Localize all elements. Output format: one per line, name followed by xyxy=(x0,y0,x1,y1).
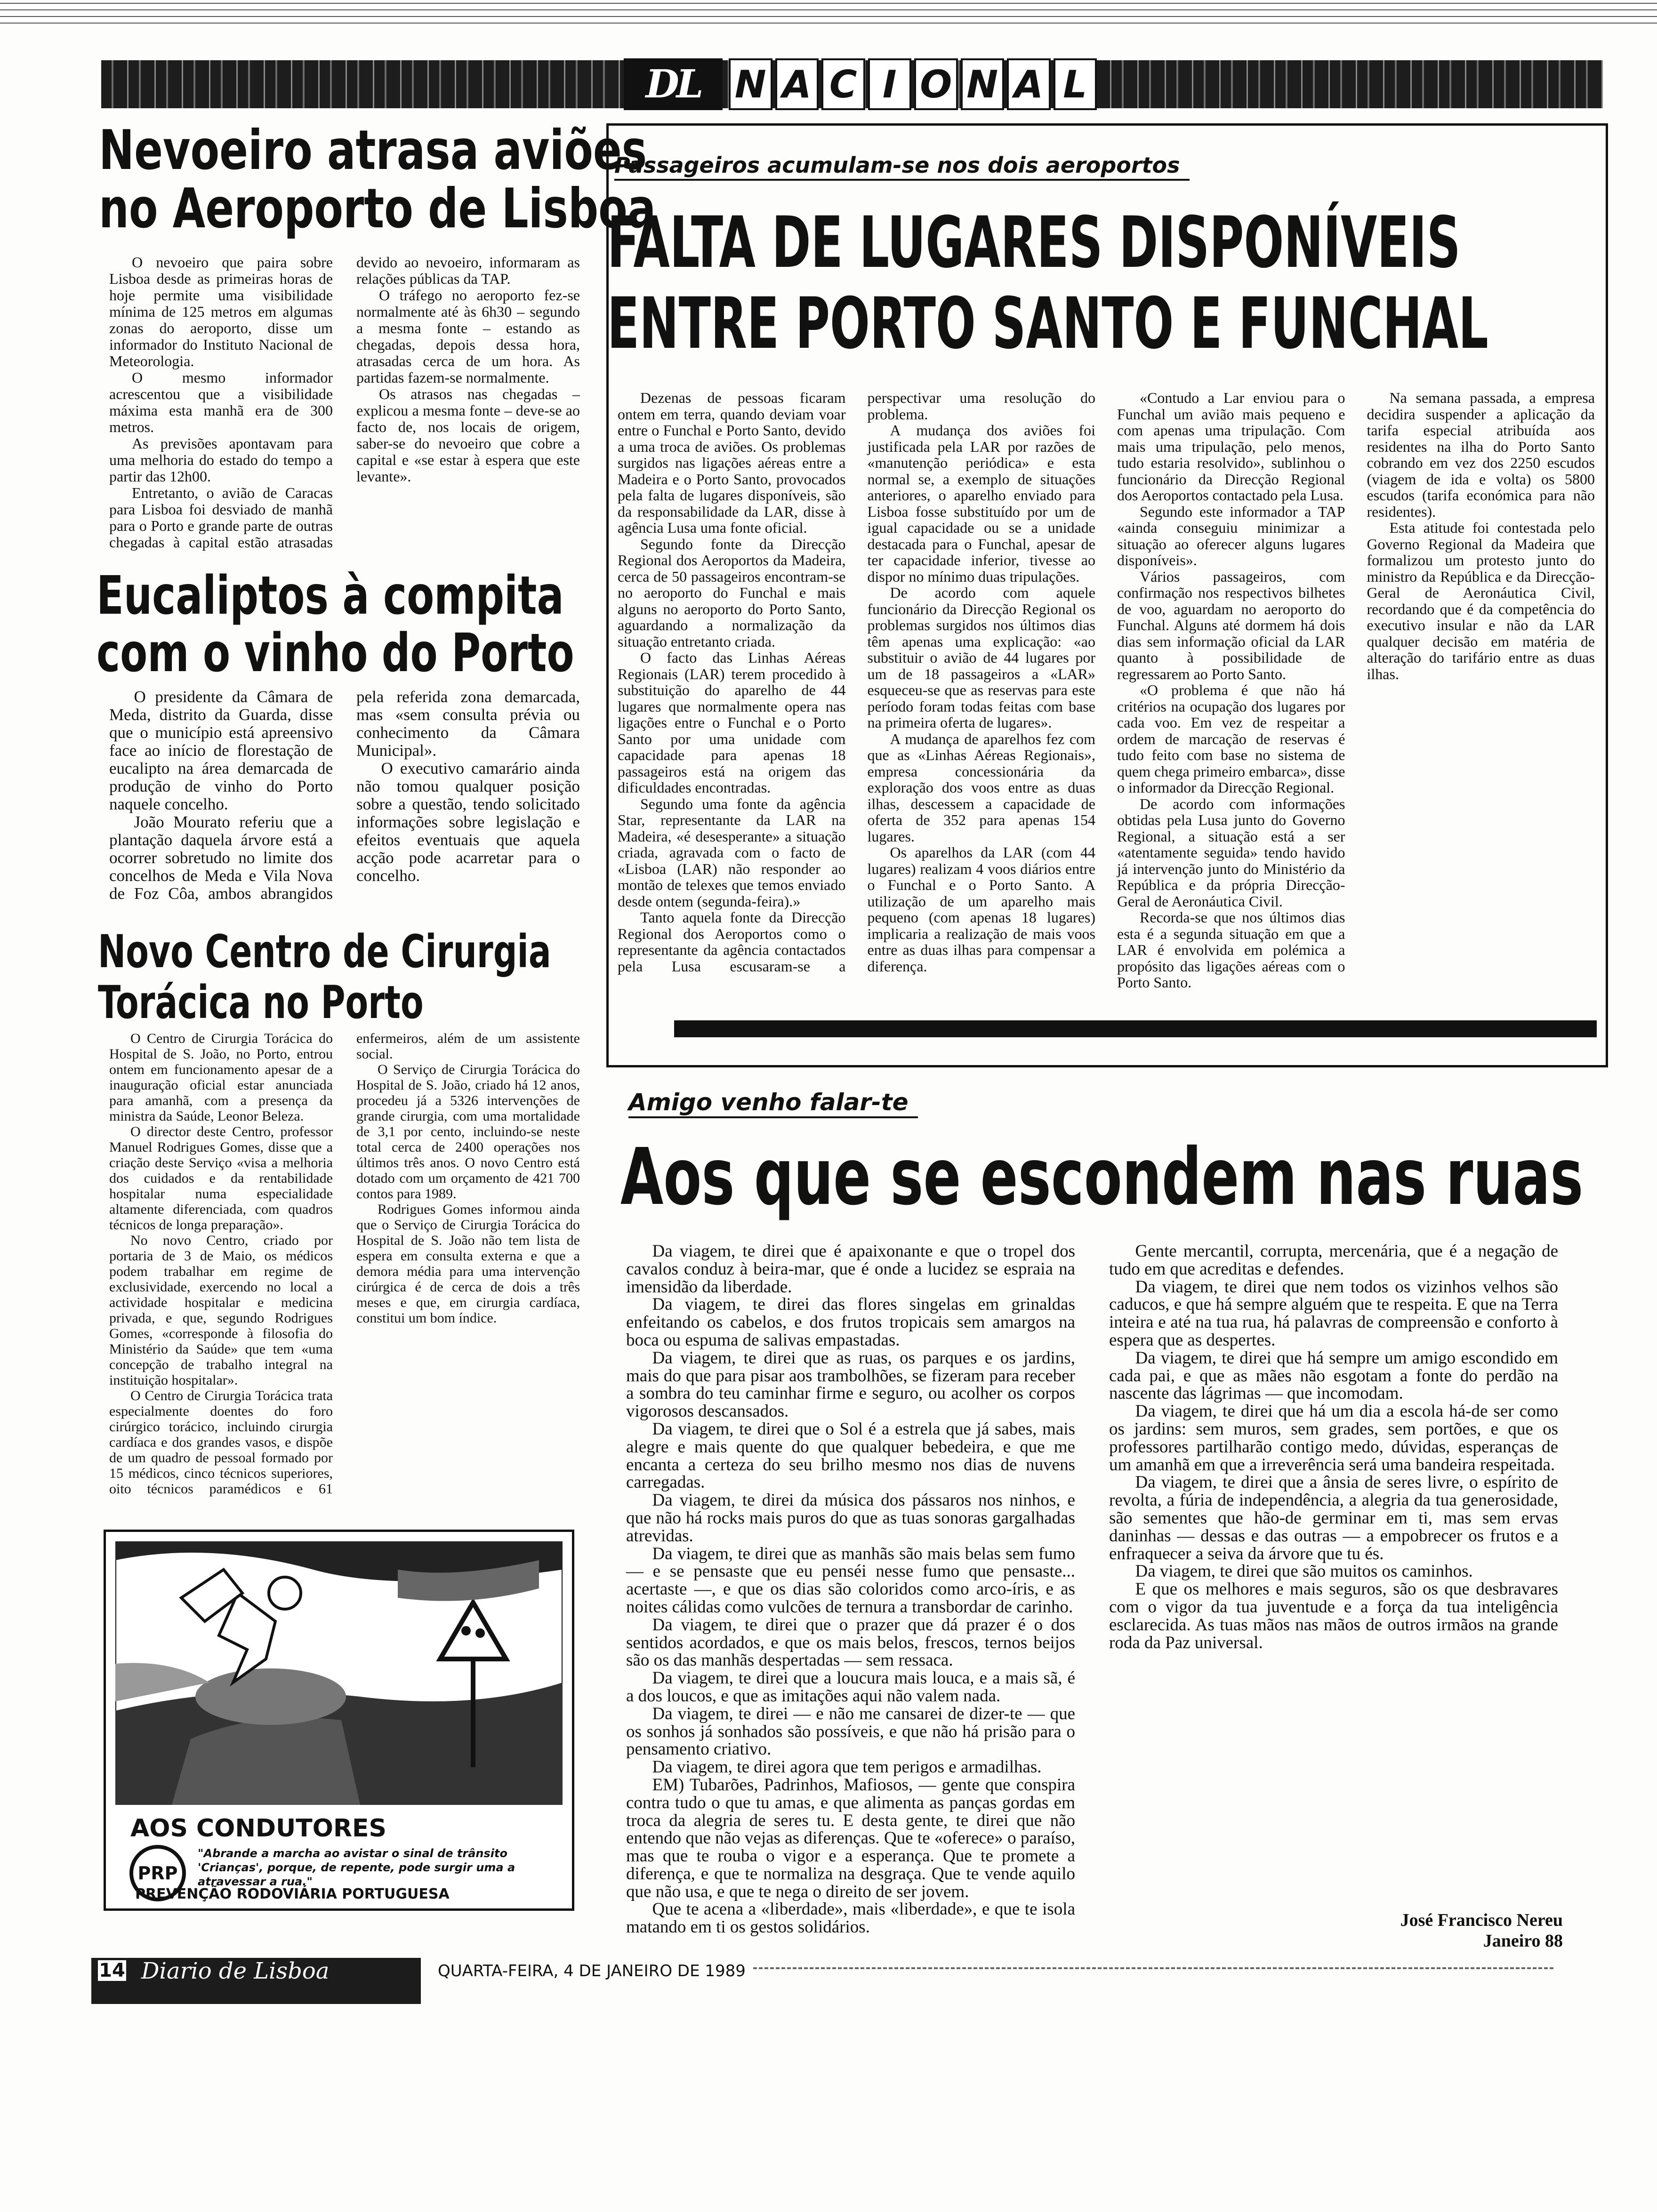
ad-text: "Abrande a marcha ao avistar o sinal de trânsito 'Crianças', porque, de repente, pode surgir uma a atravessar a rua." xyxy=(198,1847,515,1888)
paragraph: Tanto aquela fonte da Direcção Regional dos Aeroportos como o representante da agência contactados pela Lusa escusaram-se a perspectivar uma resolução do problema. xyxy=(618,389,1095,975)
paragraph: «Contudo a Lar enviou para o Funchal um avião mais pequeno e com apenas uma tripulação. Com mais uma tripulação, pelo menos, tudo estaria resolvido», sublinhou o funcionário da Direcção Regional dos Aeroportos contactado pela Lusa. xyxy=(1117,389,1345,504)
paragraph: Segundo uma fonte da agência Star, representante da LAR na Madeira, «é desesperante» a situação criada, agravada com o facto de «Lisboa (LAR) não responder ao montão de telexes que temos enviado desde ontem (segunda-feira).» xyxy=(618,795,846,910)
paragraph: Da viagem, te direi da música dos pássaros nos ninhos, e que não há rocks mais puros do que as tuas sonoras gargalhadas atrevidas. xyxy=(626,1491,1075,1546)
section-title xyxy=(729,58,1097,110)
footer-paper-name: Diario de Lisboa xyxy=(141,1958,330,1984)
paragraph: O Serviço de Cirurgia Torácica do Hospital de S. João, criado há 12 anos, procedeu já a 5326 intervenções de grande cirurgia, com uma mortalidade de 3,1 por cento, incluindo-se neste total cerca de 2400 operações nos últimos três anos. O novo Centro está dotado com um orçamento de 421 700 contos para 1989. xyxy=(356,1062,580,1202)
paragraph: Da viagem, te direi que há sempre um amigo escondido em cada pai, e que as mães não esgotam a fonte do perdão na nascente das lágrimas — que incomodam. xyxy=(1109,1348,1558,1403)
paragraph: O Centro de Cirurgia Torácica trata especialmente doentes do foro cirúrgico torácico, incluindo cirurgia cardíaca e dos grandes vasos, e dispõe de um quadro de pessoal formado por 15 médicos, cinco técnicos superiores, oito técnicos paramédicos e 61 enfermeiros, além de um assistente social. xyxy=(109,1031,580,1497)
paragraph: Da viagem, te direi que o prazer que dá prazer é o dos sentidos acordados, e que os mais belos, frescos, ternos beijos são os das manhãs despertadas — sem ressaca. xyxy=(626,1615,1075,1670)
paragraph: A mudança dos aviões foi justificada pela LAR por razões de «manutenção periódica» e esta normal se, a exemplo de situações anteriores, o aparelho enviado para Lisboa fosse substituído por um de igual capacidade ou se a unidade destacada para o Funchal, apesar de ter capacidade inferior, tivesse ao dispor no mínimo duas tripulações. xyxy=(867,422,1095,585)
section-letter: I xyxy=(868,58,912,110)
paragraph: Da viagem, te direi que as manhãs são mais belas sem fumo — e se pensaste que eu penséi nesse fumo que pensaste... acertaste —, e que os dias são coloridos como arco-íris, e as noites cálidas como vulcões de ternura a transbordar de carinho. xyxy=(626,1544,1075,1617)
ad-title: AOS CONDUTORES xyxy=(130,1814,386,1843)
box-divider-bar xyxy=(674,1020,1597,1037)
paragraph: Da viagem, te direi das flores singelas em grinaldas enfeitando os cabelos, e dos frutos tropicais sem amargos na boca ou espuma de salivas empastadas. xyxy=(626,1295,1075,1350)
newspaper-logo: DL xyxy=(624,58,723,110)
paragraph: O director deste Centro, professor Manuel Rodrigues Gomes, disse que a criação deste Serviço «visa a melhoria dos cuidados e da rentabilidade hospitalar numa especialidade altamente diferenciada, com quadros técnicos de longa preparação». xyxy=(109,1124,333,1233)
paragraph: O nevoeiro que paira sobre Lisboa desde as primeiras horas de hoje permite uma visibilidade mínima de 125 metros em algumas zonas do aeroporto, disse um informador do Instituto Nacional de Meteorologia. xyxy=(109,254,333,369)
paragraph: «O problema é que não há critérios na ocupação dos lugares por cada voo. Em vez de respeitar a ordem de marcação de reservas é tudo feito com base no sistema de quem chega primeiro embarca», disse o informador da Direcção Regional. xyxy=(1117,681,1345,796)
paragraph: No novo Centro, criado por portaria de 3 de Maio, os médicos podem trabalhar em regime de exclusividade, exercendo no local a actividade hospitalar e medicina privada, e que, segundo Rodrigues Gomes, «corresponde à filosofia do Ministério da Saúde» que tem «uma concepção de trabalho integral na instituição hospitalar». xyxy=(109,1233,333,1388)
paragraph: Da viagem, te direi que nem todos os vizinhos velhos são caducos, e que há sempre alguém que te respeita. E que na Terra inteira e até na tua rua, há palavras de compreensão e conforto à espera que as despertes. xyxy=(1109,1277,1558,1350)
road-safety-ad xyxy=(104,1530,574,1911)
footer-rule xyxy=(753,1967,1553,1969)
paragraph: De acordo com aquele funcionário da Direcção Regional os problemas surgidos nos últimos dias têm apenas uma explicação: «ao substituir o avião de 44 lugares por um de 18 passageiros a «LAR» esqueceu-se que as reservas para este período foram todas feitas com base na primeira oferta de lugares». xyxy=(867,584,1095,731)
paragraph: Da viagem, te direi que são muitos os caminhos. xyxy=(1135,1562,1473,1581)
paragraph: Rodrigues Gomes informou ainda que o Serviço de Cirurgia Torácica do Hospital de S. João não tem lista de espera em consulta externa e que a demora média para uma intervenção cirúrgica é de cerca de dois a três meses e que, em cirurgia cardíaca, constitui um bom índice. xyxy=(356,1202,580,1326)
paragraph: O tráfego no aeroporto fez-se normalmente até às 6h30 – segundo a mesma fonte – estando as chegadas, depois dessa hora, atrasadas cerca de um hora. As partidas fazem-se normalmente. xyxy=(356,287,580,386)
section-letter: L xyxy=(1054,58,1097,110)
ad-organization: PREVENÇÃO RODOVIÁRIA PORTUGUESA xyxy=(135,1886,450,1902)
article5-body xyxy=(626,1242,1558,1948)
paragraph: Recorda-se que nos últimos dias esta é a segunda situação em que a LAR é envolvida em polémica a propósito das ligações aéreas com o Porto Santo. xyxy=(1117,909,1345,991)
paragraph: E que os melhores e mais seguros, são os que desbravares com o vigor da tua juventude e a força da tua inteligência esclarecida. As tuas mãos nas mãos de outros irmãos na grande roda da Paz universal. xyxy=(1109,1579,1558,1652)
ad-illustration xyxy=(115,1541,563,1805)
paragraph: Da viagem, te direi que a ânsia de seres livre, o espírito de revolta, a fúria de independência, a alegria da tua generosidade, são sementes que hão-de germinar em ti, mas sem ervas daninhas — dessas e das outras — a empobrecer os frutos e a enfraquecer a seiva da árvore que tu és. xyxy=(1109,1473,1558,1563)
paragraph: Que te acena a «liberdade», mais «liberdade», e que te isola matando em ti os gestos solidários. xyxy=(626,1899,1075,1937)
page-number: 14 xyxy=(98,1960,126,1981)
section-letter: A xyxy=(1007,58,1051,110)
article4-body xyxy=(618,390,1595,1005)
paragraph: Os aparelhos da LAR (com 44 lugares) realizam 4 voos diários entre o Funchal e o Porto Santo. A utilização de um aparelho mais pequeno (com apenas 18 lugares) implicaria a realização de mais voos entre as duas ilhas para compensar a diferença. xyxy=(867,844,1095,975)
paragraph: O mesmo informador acrescentou que a visibilidade máxima esta manhã era de 300 metros. xyxy=(109,369,333,435)
paragraph: EM) Tubarões, Padrinhos, Mafiosos, — gente que conspira contra tudo o que tu amas, e que alimenta as panças gordas em troca da alegria de seres tu. E desta gente, te direi que não entendo que não vejas as diferenças. Que te «oferece» o paraíso, mas que te rouba o vigor e a esperança. Que te promete a diferença, e que te normaliza na desgraça. Que te vende aquilo que não usa, e que te nega o direito de ser jovem. xyxy=(626,1775,1075,1901)
paragraph: Entretanto, o avião de Caracas para Lisboa foi desviado de manhã para o Porto e grande parte de outras chegadas à capital estão atrasadas devido ao nevoeiro, informaram as relações públicas da TAP. xyxy=(109,254,580,551)
paragraph: De acordo com informações obtidas pela Lusa junto do Governo Regional, a situação está a ser «atentamente seguida» tendo havido já intervenção junto do Ministério da República e da própria Direcção-Geral de Aeronáutica Civil. xyxy=(1117,795,1345,910)
article5-headline: Aos que se escondem nas ruas xyxy=(620,1132,1584,1223)
article1-body xyxy=(109,254,580,558)
paragraph: Os atrasos nas chegadas – explicou a mesma fonte – deve-se ao facto de, nos locais de origem, saber-se do nevoeiro que cobre a capital e «se estar à espera que este levante». xyxy=(356,385,580,485)
paragraph: Da viagem, te direi — e não me cansarei de dizer-te — que os sonhos já sonhados são possíveis, e que não há prisão para o pensamento criativo. xyxy=(626,1704,1075,1759)
prp-logo-icon: PRP xyxy=(129,1845,186,1901)
article1-headline: Nevoeiro atrasa aviões no Aeroporto de Lisboa xyxy=(99,119,656,240)
article2-headline: Eucaliptos à compita com o vinho do Porto xyxy=(97,565,574,684)
paragraph: Vários passageiros, com confirmação nos respectivos bilhetes de voo, aguardam no aeroporto do Funchal. Alguns até dormem há dois dias sem informação oficial da LAR quanto à possibilidade de regressarem ao Porto Santo. xyxy=(1117,568,1345,682)
paragraph: Gente mercantil, corrupta, mercenária, que é a negação de tudo em que acreditas e defendes. xyxy=(1109,1242,1558,1279)
article5-kicker: Amigo venho falar-te xyxy=(628,1088,918,1118)
article3-headline: Novo Centro de Cirurgia Torácica no Porto xyxy=(98,925,551,1029)
section-letter: C xyxy=(821,58,865,110)
paragraph: O executivo camarário ainda não tomou qualquer posição sobre a questão, tendo solicitado informações sobre legislação e efeitos eventuais que aquela acção pode acarretar para o concelho. xyxy=(356,759,580,885)
section-letter: N xyxy=(729,58,772,110)
paragraph: O presidente da Câmara de Meda, distrito da Guarda, disse que o município está apreensivo face ao início de florestação de eucalipto na área demarcada de produção de vinho do Porto naquele concelho. xyxy=(109,688,333,813)
paragraph: Esta atitude foi contestada pelo Governo Regional da Madeira que formalizou um protesto junto do ministro da República e da Direcção-Geral de Aeronáutica Civil, recordando que é da competência do executivo insular e não da LAR qualquer decisão em matéria de alteração do tarifário entre as duas ilhas. xyxy=(1367,519,1595,682)
article3-body xyxy=(109,1031,580,1520)
paragraph: Da viagem, te direi que a loucura mais louca, e a mais sã, é a dos loucos, e que as imitações aqui não valem nada. xyxy=(626,1668,1075,1706)
section-letter: O xyxy=(914,58,958,110)
article4-kicker: Passageiros acumulam-se nos dois aeroportos xyxy=(614,152,1190,181)
paragraph: Da viagem, te direi agora que tem perigos e armadilhas. xyxy=(652,1757,1042,1777)
article2-body xyxy=(109,688,580,909)
paragraph: Da viagem, te direi que há um dia a escola há-de ser como os jardins: sem muros, sem grades, sem portões, e que os professores partilharão contigo medo, dúvidas, esperanças de um amanhã em que a irreverência será uma bandeira respeitada. xyxy=(1109,1402,1558,1475)
paragraph: Dezenas de pessoas ficaram ontem em terra, quando deviam voar entre o Funchal e Porto Santo, devido a uma troca de aviões. Os problemas surgidos nas ligações aéreas entre a Madeira e o Porto Santo, provocados pela falta de lugares disponíveis, são da responsabilidade da LAR, disse à agência Lusa uma fonte oficial. xyxy=(618,389,846,536)
paragraph: Na semana passada, a empresa decidira suspender a aplicação da tarifa especial atribuída aos residentes na ilha do Porto Santo cobrando em vez dos 2250 escudos (viagem de ida e volta) os 5800 escudos (tarifa económica para não residentes). xyxy=(1367,389,1595,520)
paragraph: Segundo este informador a TAP «ainda conseguiu minimizar a situação ao oferecer alguns lugares disponíveis». xyxy=(1117,503,1345,569)
paragraph: Da viagem, te direi que o Sol é a estrela que já sabes, mais alegre e mais quente do que qualquer bebedeira, e que me encanta a certeza do seu brilho mesmo nos dias de nuvens carregadas. xyxy=(626,1419,1075,1492)
footer-date: QUARTA-FEIRA, 4 DE JANEIRO DE 1989 xyxy=(438,1962,746,1980)
paragraph: Segundo fonte da Direcção Regional dos Aeroportos da Madeira, cerca de 50 passageiros encontram-se no aeroporto do Funchal e mais alguns no aeroporto do Porto Santo, aguardando a normalização da situação entretanto criada. xyxy=(618,535,846,650)
paragraph: O Centro de Cirurgia Torácica do Hospital de S. João, no Porto, entrou ontem em funcionamento apesar de a inauguração oficial estar anunciada para amanhã, com a presença da ministra da Saúde, Leonor Beleza. xyxy=(109,1031,333,1124)
article5-signature: José Francisco Nereu Janeiro 88 xyxy=(1400,1910,1563,1951)
page-top-border xyxy=(0,0,1657,28)
paragraph: O facto das Linhas Aéreas Regionais (LAR) terem procedido à substituição do aparelho de 44 lugares que normalmente opera nas ligações entre o Funchal e o Porto Santo por uma unidade com capacidade para apenas 18 passageiros está na origem das dificuldades encontradas. xyxy=(618,649,846,796)
section-letter: A xyxy=(775,58,819,110)
paragraph: As previsões apontavam para uma melhoria do estado do tempo a partir das 12h00. xyxy=(109,435,333,485)
article4-headline: FALTA DE LUGARES DISPONÍVEIS ENTRE PORTO SANTO E FUNCHAL xyxy=(607,202,1488,365)
paragraph: A mudança de aparelhos fez com que as «Linhas Aéreas Regionais», empresa concessionária da exploração dos voos entre as duas ilhas, descessem a capacidade de oferta de 352 para apenas 154 lugares. xyxy=(867,730,1095,845)
paragraph: João Mourato referiu que a plantação daquela árvore está a ocorrer sobretudo no limite dos concelhos de Meda e Vila Nova de Foz Côa, ambos abrangidos pela referida zona demarcada, mas «sem consulta prévia ou conhecimento da Câmara Municipal». xyxy=(109,688,580,903)
paragraph: Da viagem, te direi que é apaixonante e que o tropel dos cavalos conduz à beira-mar, que é onde a lucidez se espraia na imensidão da liberdade. xyxy=(626,1242,1075,1297)
section-letter: N xyxy=(961,58,1005,110)
paragraph: Da viagem, te direi que as ruas, os parques e os jardins, mais do que para pisar aos trambolhões, se fizeram para receber a sombra do teu caminhar firme e seguro, ou acolher os corpos vigorosos descansados. xyxy=(626,1348,1075,1421)
